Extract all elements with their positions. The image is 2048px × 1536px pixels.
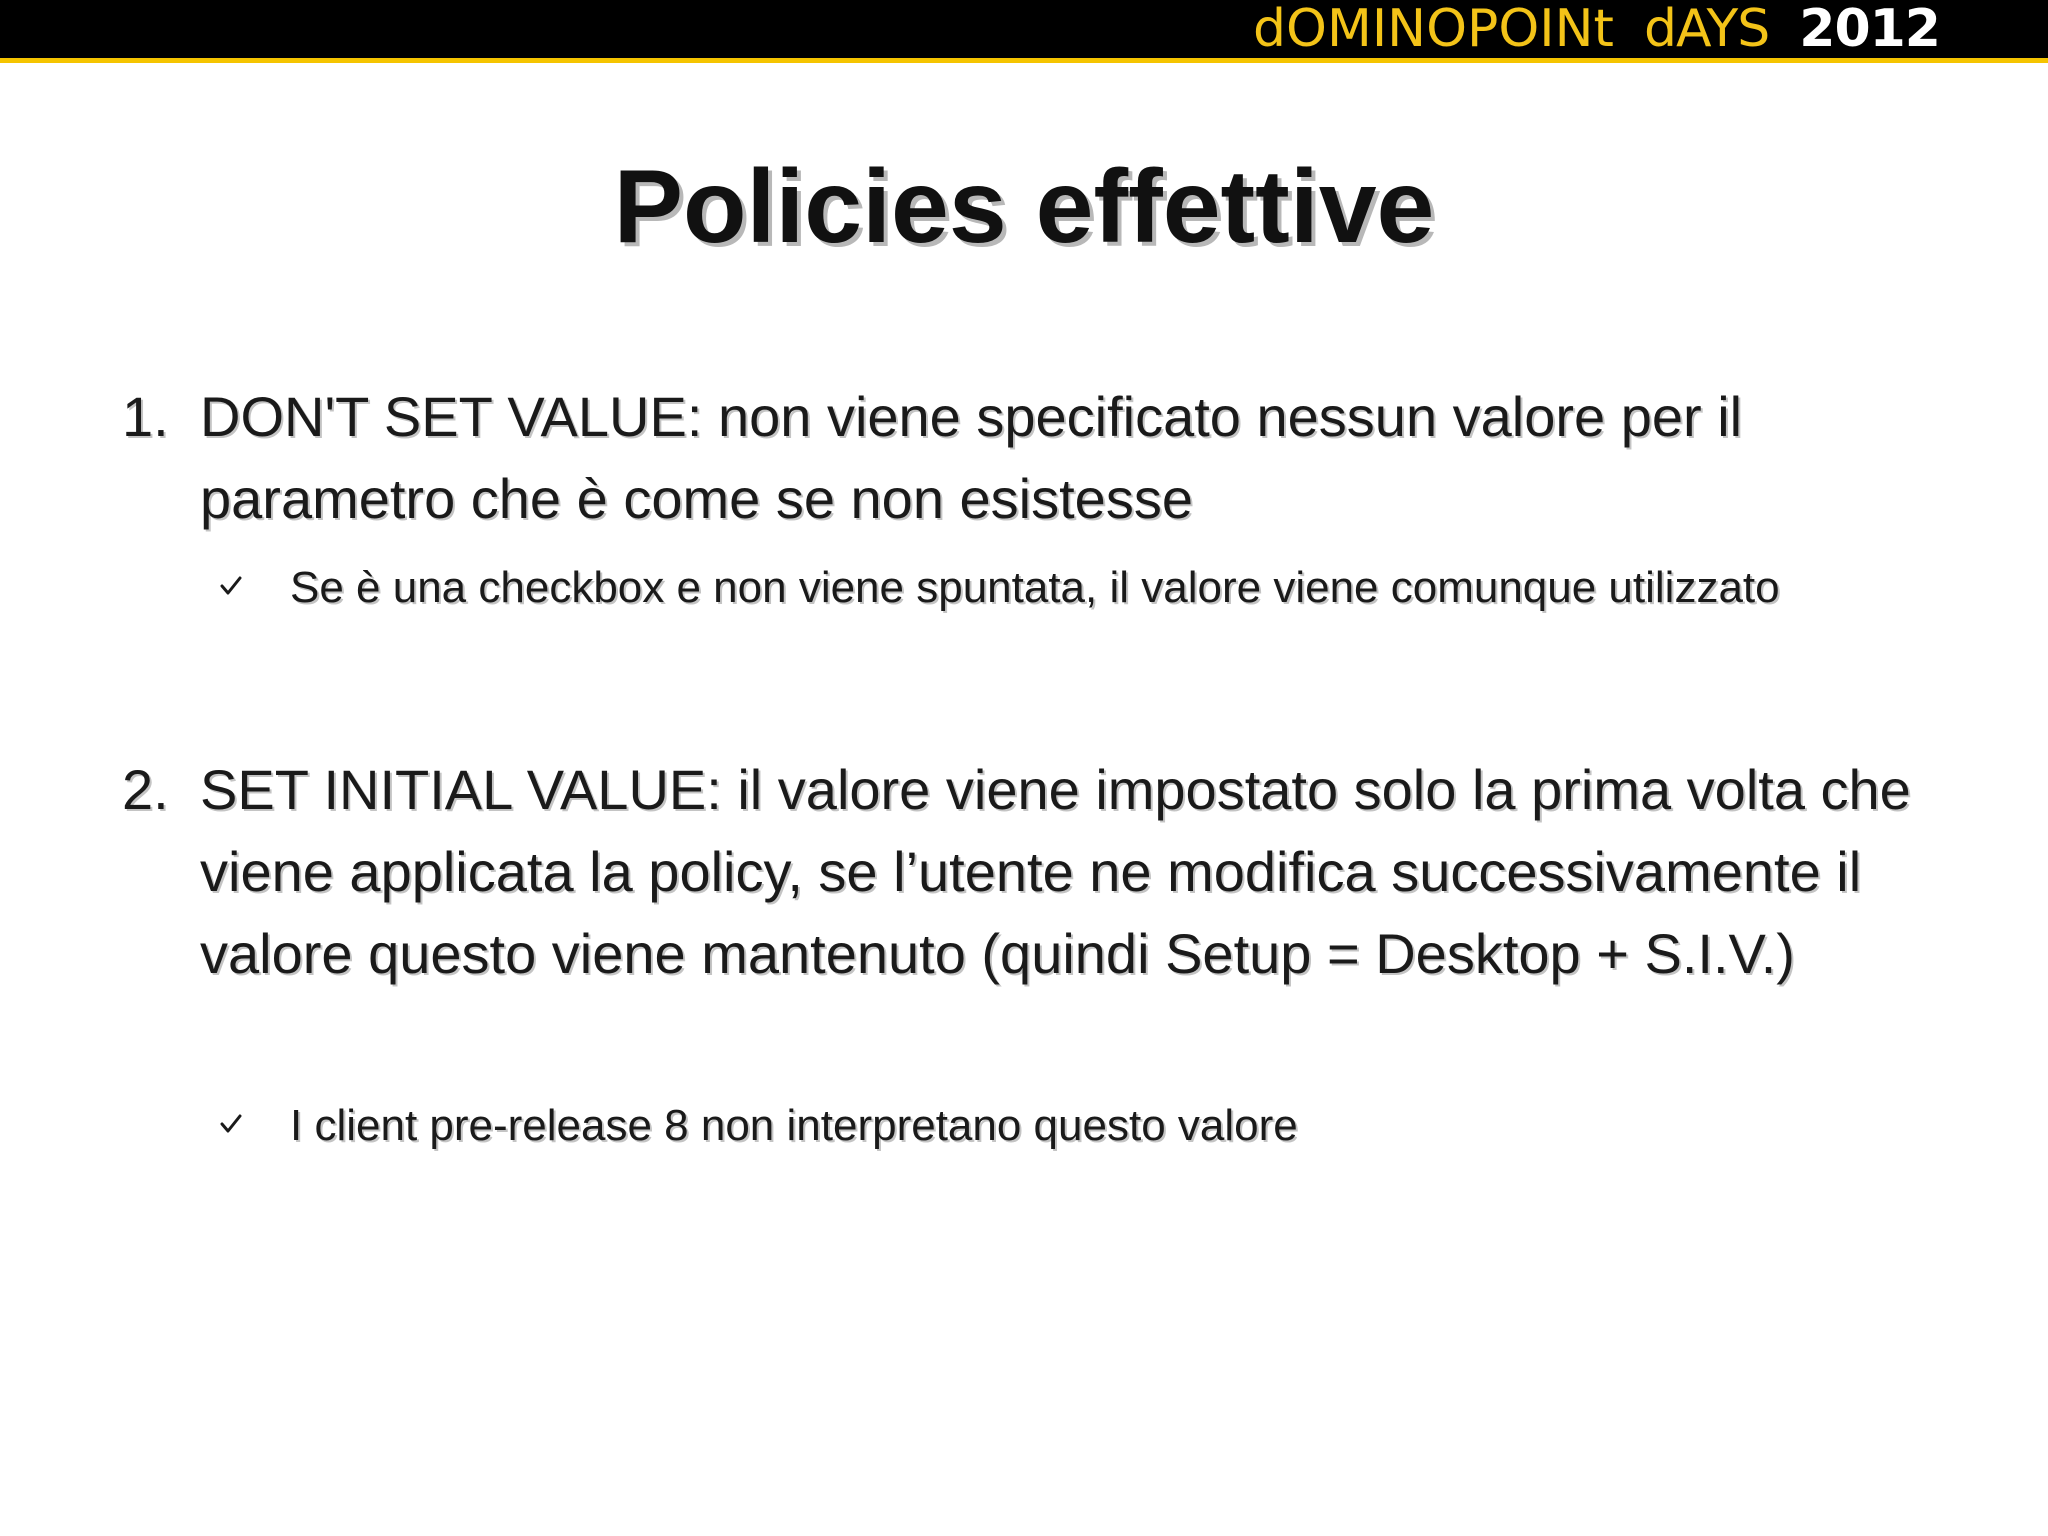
brand-word-days: dAYS — [1643, 0, 1770, 59]
slide-title: Policies effettive — [613, 149, 1435, 265]
list-item-number: 2. — [122, 758, 169, 821]
brand-word-dominopoint: dOMINOPOINt — [1253, 0, 1614, 59]
header-bar — [0, 0, 2048, 63]
list-item-text: DON'T SET VALUE: non viene specificato nessun valore per il parametro che è come se non esistesse — [200, 385, 1743, 530]
sub-bullet-1 — [218, 558, 1780, 618]
sub-bullet-text: Se è una checkbox e non viene spuntata, il valore viene comunque utilizzato — [290, 563, 1780, 612]
list-item-number: 1. — [122, 385, 169, 448]
brand-logo — [1253, 0, 1940, 59]
list-item-text: SET INITIAL VALUE: il valore viene impostato solo la prima volta che viene applicata la policy, se l’utente ne modifica successivamente il valore questo viene mantenuto (quindi Setup = Desktop + S.I.V.) — [200, 758, 1911, 985]
sub-bullet-text: I client pre-release 8 non interpretano questo valore — [290, 1101, 1298, 1150]
check-icon — [218, 572, 244, 598]
check-icon — [218, 1110, 244, 1136]
list-item-1 — [122, 376, 1942, 540]
brand-year: 2012 — [1799, 0, 1940, 59]
sub-bullet-2 — [218, 1096, 1298, 1156]
list-item-2 — [122, 749, 1942, 995]
